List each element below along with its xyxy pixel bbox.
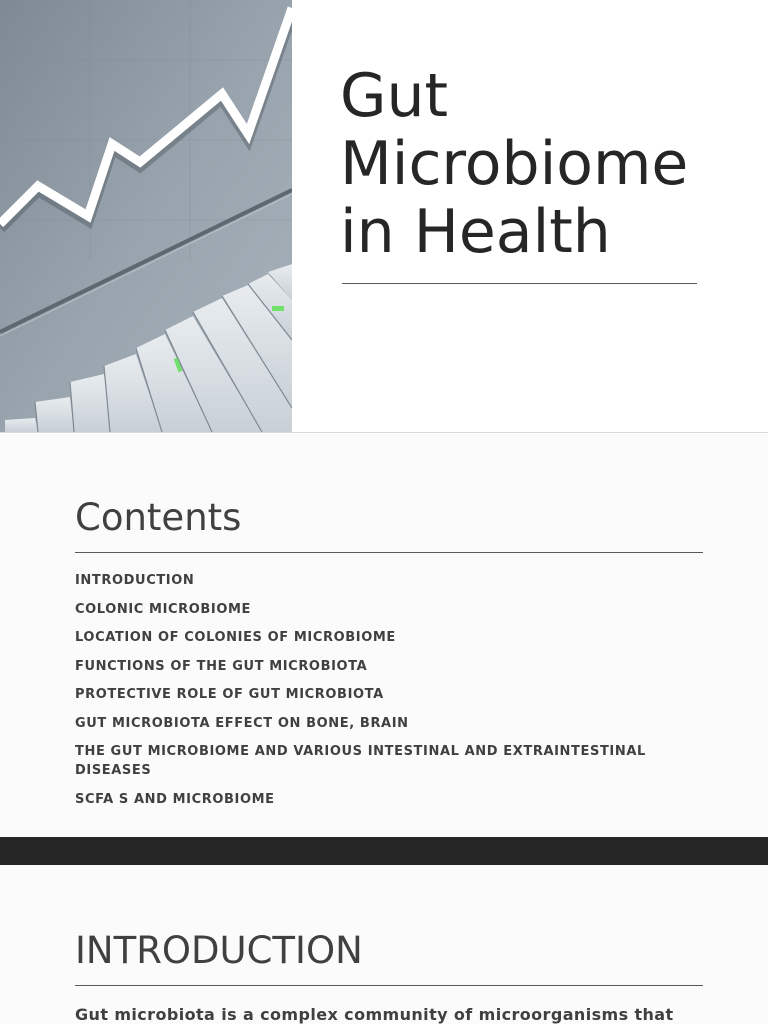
title-underline: [342, 283, 697, 284]
contents-underline: [75, 552, 703, 553]
contents-list: [75, 571, 703, 818]
presentation-title: Gut Microbiome in Health: [340, 61, 689, 267]
introduction-slide: [0, 865, 768, 1024]
stairs-arrow-photo: [0, 0, 292, 432]
list-item: PROTECTIVE ROLE OF GUT MICROBIOTA: [75, 687, 384, 702]
title-slide: [0, 0, 768, 432]
introduction-heading: INTRODUCTION: [75, 929, 363, 972]
list-item: FUNCTIONS OF THE GUT MICROBIOTA: [75, 658, 368, 674]
introduction-text: Gut microbiota is a complex community of microorganisms that: [75, 1005, 674, 1024]
list-item: COLONIC MICROBIOME: [75, 601, 252, 617]
list-item: INTRODUCTION: [75, 573, 195, 588]
list-item: SCFA S AND MICROBIOME: [75, 791, 275, 807]
list-item: GUT MICROBIOTA EFFECT ON BONE, BRAIN: [75, 715, 409, 731]
introduction-underline: [75, 985, 703, 986]
list-item: THE GUT MICROBIOME AND VARIOUS INTESTINAL AND EXTRAINTESTINAL DISEASES: [75, 744, 646, 778]
list-item: LOCATION OF COLONIES OF MICROBIOME: [75, 630, 396, 645]
contents-slide: [0, 433, 768, 837]
slide-divider-bar: [0, 837, 768, 865]
contents-heading: Contents: [75, 496, 242, 539]
